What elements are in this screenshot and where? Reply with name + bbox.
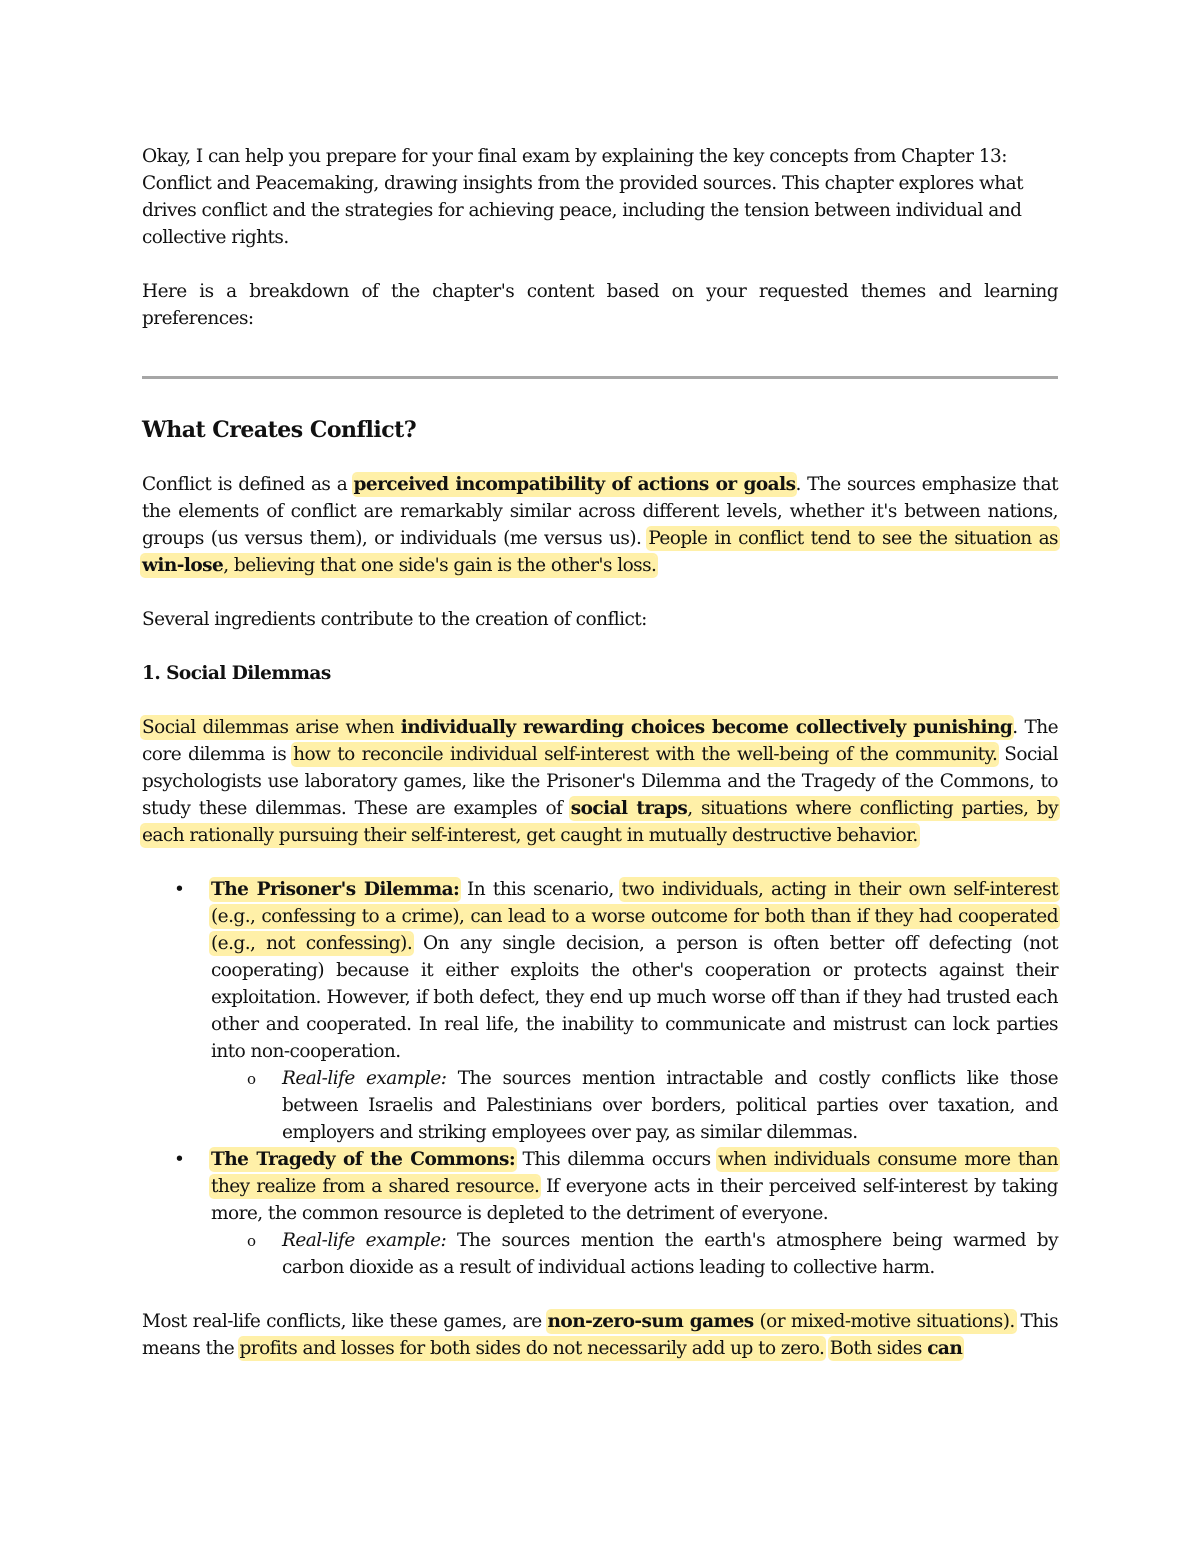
non-zero-sum-paragraph: Most real-life conflicts, like these games, are non-zero-sum games (or mixed-motive situations). This means the profits and losses for both sides do not necessarily add up to zero. Both sides can [142, 1311, 1059, 1359]
highlight-both-sides: Both sides can [829, 1338, 963, 1359]
intro-breakdown-paragraph: Here is a breakdown of the chapter's content based on your requested themes and learning preferences: [142, 281, 1058, 329]
ingredients-paragraph: Several ingredients contribute to the creation of conflict: [142, 609, 647, 630]
highlight-win-lose-sentence: People in conflict tend to see the situation as win-lose, believing that one side's gain is the other's loss. [142, 528, 1058, 576]
highlight-profits-losses: profits and losses for both sides do not necessarily add up to zero. [239, 1338, 825, 1359]
subsection-heading-social-dilemmas: 1. Social Dilemmas [142, 663, 331, 684]
sub-item-tragedy-example: o Real-life example: The sources mention the earth's atmosphere being warmed by carbon dioxide as a result of individual actions leading to collective harm. [282, 1227, 1058, 1281]
dilemma-bullet-list [142, 876, 1058, 1281]
highlight-core-dilemma: how to reconcile individual self-interest with the well-being of the community. [293, 744, 998, 765]
highlight-consume-more: when individuals consume more than they realize from a shared resource. [211, 1149, 1058, 1197]
social-dilemmas-paragraph: Social dilemmas arise when individually rewarding choices become collectively punishing. The core dilemma is how to reconcile individual self-interest with the well-being of the community. Social psychologists use laboratory games, like the Prisoner's Dilemma and the Tragedy of the Commons, to study these dilemmas. These are examples of social traps, situations where conflicting parties, by each rationally pursuing their self-interest, get caught in mutually destructive behavior. [142, 717, 1058, 846]
sub-item-prisoners-example: o Real-life example: The sources mention intractable and costly conflicts like those between Israelis and Palestinians over borders, political parties over taxation, and employers and striking employees over pay, as similar dilemmas. [282, 1065, 1058, 1146]
conflict-definition-paragraph: Conflict is defined as a perceived incompatibility of actions or goals. The sources emphasize that the elements of conflict are remarkably similar across different levels, whether it's between nations, groups (us versus them), or individuals (me versus us). People in conflict tend to see the situation as win-lose, believing that one side's gain is the other's loss. [142, 474, 1058, 576]
section-heading-what-creates-conflict: What Creates Conflict? [142, 417, 417, 443]
highlight-perceived-incompatibility: perceived incompatibility of actions or goals [353, 474, 796, 495]
highlight-prisoners-outcome: two individuals, acting in their own self-interest (e.g., confessing to a crime), can lead to a worse outcome for both than if they had cooperated (e.g., not confessing). [211, 879, 1058, 954]
bullet-prisoners-dilemma: • The Prisoner's Dilemma: In this scenario, two individuals, acting in their own self-interest (e.g., confessing to a crime), can lead to a worse outcome for both than if they had cooperated (e.g., not confessing). On any single decision, a person is often better off defecting (not cooperating) because it either exploits the other's cooperation or protects against their exploitation. However, if both defect, they end up much worse off than if they had trusted each other and cooperated. In real life, the inability to communicate and mistrust can lock parties into non-cooperation. o Real-life example: The sources mention intractable and costly conflicts like those between Israelis and Palestinians over borders, political parties over taxation, and employers and striking employees over pay, as similar dilemmas. [211, 876, 1058, 1146]
highlight-social-traps: social traps, situations where conflicting parties, by each rationally pursuing their self-interest, get caught in mutually destructive behavior. [142, 798, 1058, 846]
prisoners-sub-list [211, 1065, 1058, 1146]
bullet-tragedy-of-commons: • The Tragedy of the Commons: This dilemma occurs when individuals consume more than they realize from a shared resource. If everyone acts in their perceived self-interest by taking more, the common resource is depleted to the detriment of everyone. o Real-life example: The sources mention the earth's atmosphere being warmed by carbon dioxide as a result of individual actions leading to collective harm. [211, 1146, 1058, 1281]
highlight-social-dilemmas-arise: Social dilemmas arise when individually rewarding choices become collectively punishing [142, 717, 1013, 738]
intro-paragraph: Okay, I can help you prepare for your final exam by explaining the key concepts from Chapter 13: Conflict and Peacemaking, drawing insights from the provided sources. This chapter explores what drives conflict and the strategies for achieving peace, including the tension between individual and collective rights. [142, 146, 1024, 248]
highlight-non-zero-sum: non-zero-sum games (or mixed-motive situations). [547, 1311, 1015, 1332]
tragedy-sub-list [211, 1227, 1058, 1281]
